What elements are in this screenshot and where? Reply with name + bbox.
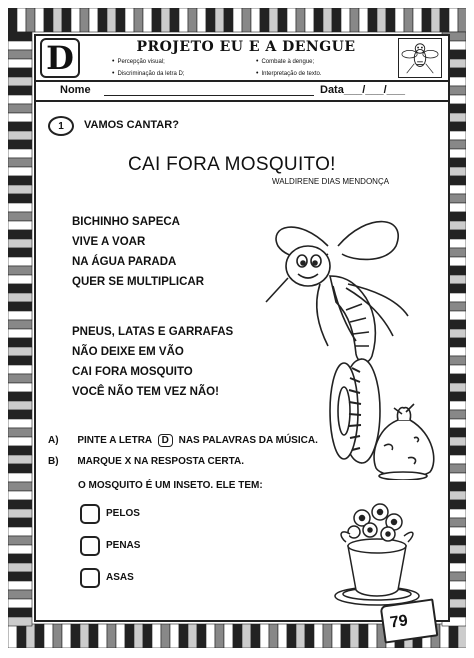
header-letter: D <box>40 38 80 78</box>
flower-pot-icon <box>332 498 422 608</box>
header <box>36 36 448 82</box>
question-a <box>48 434 318 447</box>
objective-item: • Discriminação da letra D; <box>112 70 185 77</box>
stanza-1 <box>72 212 204 292</box>
section-number: 1 <box>48 116 74 136</box>
verse-line: QUER SE MULTIPLICAR <box>72 276 205 288</box>
option-checkbox-asas[interactable] <box>80 568 100 588</box>
mosquito-mascot-icon <box>398 38 442 78</box>
section-title: VAMOS CANTAR? <box>84 119 179 131</box>
name-date-row <box>36 80 448 102</box>
question-prompt: O MOSQUITO É UM INSETO. ELE TEM: <box>78 480 263 491</box>
name-field[interactable] <box>104 95 314 96</box>
worksheet-frame <box>8 8 466 648</box>
question-a-text: PINTE A LETRA <box>77 435 152 446</box>
option-label-asas: ASAS <box>106 572 134 583</box>
objective-item: • Percepção visual; <box>112 58 165 65</box>
stanza-2 <box>72 322 233 402</box>
objective-item: • Combate à dengue; <box>256 58 315 65</box>
project-title: PROJETO EU E A DENGUE <box>136 39 356 55</box>
page-number: 79 <box>388 612 409 632</box>
letter-d-box: D <box>158 434 173 447</box>
page-number-tab <box>380 598 439 643</box>
name-label: Nome <box>60 84 91 96</box>
verse-line: PNEUS, LATAS E GARRAFAS <box>72 326 234 338</box>
question-a-label: A) <box>48 435 59 446</box>
verse-line: NÃO DEIXE EM VÃO <box>72 346 184 358</box>
option-checkbox-pelos[interactable] <box>80 504 100 524</box>
song-author: WALDIRENE DIAS MENDONÇA <box>272 177 390 186</box>
option-label-pelos: PELOS <box>106 508 140 519</box>
question-b <box>48 456 244 467</box>
verse-line: CAI FORA MOSQUITO <box>72 366 193 378</box>
verse-line: VIVE A VOAR <box>72 236 146 248</box>
verse-line: NA ÁGUA PARADA <box>72 256 177 268</box>
question-b-text: MARQUE X NA RESPOSTA CERTA. <box>77 456 245 467</box>
verse-line: BICHINHO SAPECA <box>72 216 180 228</box>
trash-bag-icon <box>368 398 438 480</box>
song-title: CAI FORA MOSQUITO! <box>128 154 336 175</box>
question-a-text-end: NAS PALAVRAS DA MÚSICA. <box>178 435 318 446</box>
date-field[interactable]: Data___/___/___ <box>320 84 406 96</box>
option-checkbox-penas[interactable] <box>80 536 100 556</box>
question-b-label: B) <box>48 456 59 467</box>
mosquito-icon <box>258 206 418 376</box>
objective-item: • Interpretação de texto. <box>256 70 322 77</box>
option-label-penas: PENAS <box>106 540 141 551</box>
worksheet-content <box>34 34 450 622</box>
verse-line: VOCÊ NÃO TEM VEZ NÃO! <box>72 386 219 398</box>
